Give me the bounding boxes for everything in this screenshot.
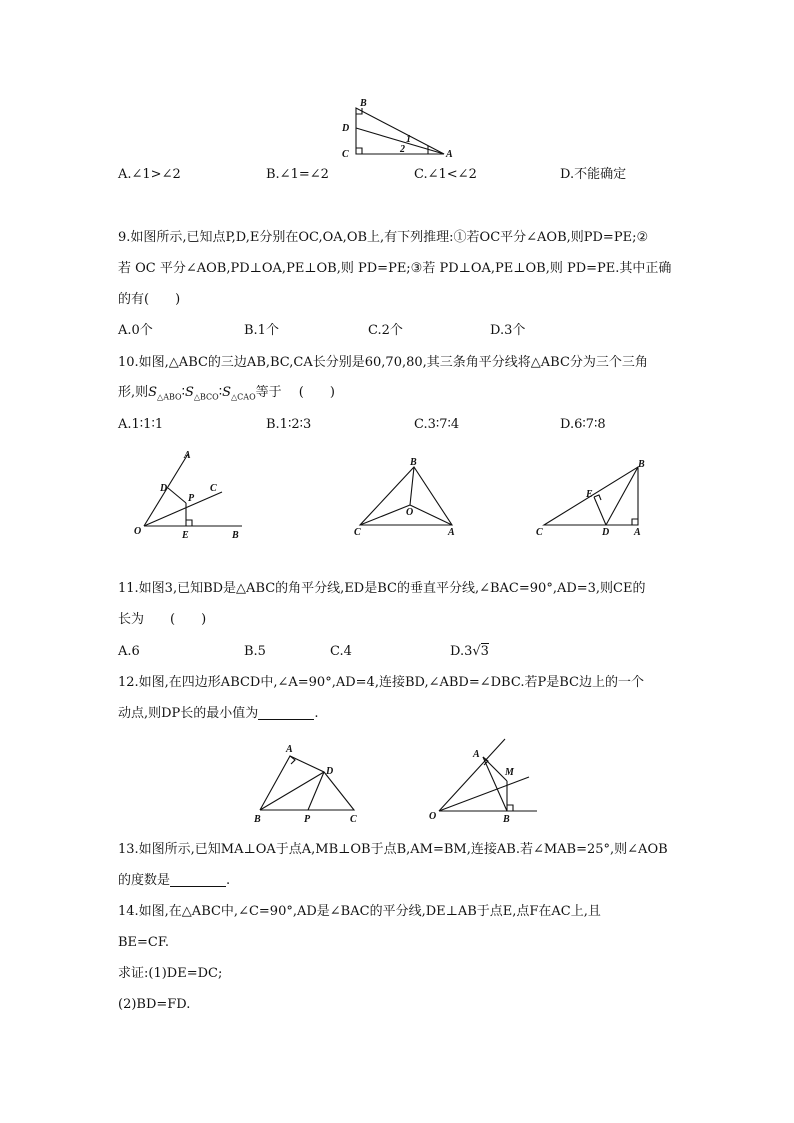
q10-s3: S bbox=[222, 385, 232, 400]
q10-suffix: 等于 ( ) bbox=[255, 385, 335, 400]
label-D: D bbox=[342, 123, 350, 134]
label-A: A bbox=[634, 527, 641, 538]
figure-incenter-triangle bbox=[350, 455, 465, 540]
label-2: 2 bbox=[400, 144, 405, 155]
q11-option-d[interactable] bbox=[450, 645, 489, 658]
figure-right-triangle-bisector bbox=[530, 455, 655, 540]
q13-line2 bbox=[118, 874, 230, 887]
label-C: C bbox=[342, 149, 349, 160]
label-B: B bbox=[638, 459, 645, 470]
q11-line1: 11.如图3,已知BD是△ABC的角平分线,ED是BC的垂直平分线,∠BAC=90°,AD=3,则CE的 bbox=[118, 581, 646, 596]
label-E: E bbox=[586, 489, 593, 500]
label-A: A bbox=[286, 744, 293, 755]
q10-option-c[interactable]: C.3∶7∶4 bbox=[414, 417, 460, 432]
label-B: B bbox=[254, 814, 261, 825]
label-D: D bbox=[326, 766, 334, 777]
q11-option-c[interactable]: C.4 bbox=[330, 644, 352, 659]
q8-option-d[interactable]: D.不能确定 bbox=[560, 167, 627, 182]
label-C: C bbox=[210, 483, 217, 494]
q8-option-a[interactable]: A.∠1>∠2 bbox=[118, 167, 181, 182]
q9-line2: 若 OC 平分∠AOB,PD⊥OA,PE⊥OB,则 PD=PE;③若 PD⊥OA,PE⊥OB,则 PD=PE.其中正确 bbox=[118, 261, 672, 276]
label-1: 1 bbox=[406, 134, 411, 145]
q10-line2 bbox=[118, 386, 335, 402]
q9-line3: 的有( ) bbox=[118, 292, 181, 307]
q10-option-b[interactable]: B.1∶2∶3 bbox=[266, 417, 312, 432]
label-A: A bbox=[473, 749, 480, 760]
label-B: B bbox=[232, 530, 239, 541]
q12-line2-end: . bbox=[314, 706, 319, 721]
q8-option-b[interactable]: B.∠1=∠2 bbox=[266, 167, 329, 182]
q12-line1: 12.如图,在四边形ABCD中,∠A=90°,AD=4,连接BD,∠ABD=∠DBC.若P是BC边上的一个 bbox=[118, 675, 644, 690]
sqrt-icon: √ bbox=[472, 644, 481, 659]
q10-sub2: △BCO bbox=[193, 392, 219, 402]
q10-sub3: △CAO bbox=[231, 392, 256, 402]
label-B: B bbox=[503, 814, 510, 825]
q10-prefix: 形,则 bbox=[118, 385, 149, 400]
q11-option-d-label: D.3 bbox=[450, 644, 473, 659]
q11-option-b[interactable]: B.5 bbox=[244, 644, 266, 659]
label-P: P bbox=[304, 814, 311, 825]
q10-option-d[interactable]: D.6∶7∶8 bbox=[560, 417, 606, 432]
label-O: O bbox=[429, 811, 437, 822]
q9-option-c[interactable]: C.2个 bbox=[368, 323, 403, 338]
label-A: A bbox=[448, 527, 455, 538]
q12-line2-text: 动点,则DP长的最小值为 bbox=[118, 706, 259, 721]
label-O: O bbox=[134, 526, 142, 537]
label-E: E bbox=[182, 530, 189, 541]
q13-line2-text: 的度数是 bbox=[118, 873, 171, 888]
figure-angle-perpendiculars bbox=[425, 735, 545, 825]
label-C: C bbox=[354, 527, 361, 538]
q13-line1: 13.如图所示,已知MA⊥OA于点A,MB⊥OB于点B,AM=BM,连接AB.若∠MAB=25°,则∠AOB bbox=[118, 842, 668, 857]
label-D: D bbox=[602, 527, 610, 538]
q10-sub1: △ABO bbox=[157, 392, 182, 402]
q9-option-d[interactable]: D.3个 bbox=[490, 323, 526, 338]
q8-option-c[interactable]: C.∠1<∠2 bbox=[414, 167, 477, 182]
q10-sep2: ∶ bbox=[218, 385, 223, 400]
label-A: A bbox=[446, 149, 453, 160]
q14-line4: (2)BD=FD. bbox=[118, 997, 191, 1012]
q9-line1: 9.如图所示,已知点P,D,E分别在OC,OA,OB上,有下列推理:①若OC平分∠AOB,则PD=PE;② bbox=[118, 230, 649, 245]
figure-quadrilateral bbox=[250, 742, 370, 827]
q12-line2 bbox=[118, 707, 318, 720]
label-C: C bbox=[536, 527, 543, 538]
q10-option-a[interactable]: A.1∶1∶1 bbox=[118, 417, 164, 432]
label-C: C bbox=[350, 814, 357, 825]
q11-option-a[interactable]: A.6 bbox=[118, 644, 140, 659]
label-A: A bbox=[184, 450, 191, 461]
label-B: B bbox=[410, 457, 417, 468]
q13-line2-end: . bbox=[226, 873, 231, 888]
q11-line2: 长为 ( ) bbox=[118, 612, 207, 627]
q14-line1: 14.如图,在△ABC中,∠C=90°,AD是∠BAC的平分线,DE⊥AB于点E,点F在AC上,且 bbox=[118, 904, 601, 919]
q10-s1: S bbox=[148, 385, 158, 400]
q9-option-a[interactable]: A.0个 bbox=[118, 323, 153, 338]
q14-line3: 求证:(1)DE=DC; bbox=[118, 966, 223, 981]
label-O: O bbox=[406, 507, 414, 518]
q13-answer-blank[interactable] bbox=[170, 874, 226, 887]
q10-line1: 10.如图,△ABC的三边AB,BC,CA长分别是60,70,80,其三条角平分线将△ABC分为三个三角 bbox=[118, 355, 648, 370]
q10-s2: S bbox=[184, 385, 194, 400]
q14-line2: BE=CF. bbox=[118, 935, 170, 950]
q12-answer-blank[interactable] bbox=[258, 707, 314, 720]
label-P: P bbox=[188, 493, 195, 504]
q11-sqrt-radicand: 3 bbox=[480, 644, 489, 659]
label-B: B bbox=[360, 98, 367, 109]
q9-option-b[interactable]: B.1个 bbox=[244, 323, 279, 338]
label-D: D bbox=[160, 483, 168, 494]
figure-angle-bisector bbox=[130, 448, 250, 543]
label-M: M bbox=[505, 767, 514, 778]
q8-figure bbox=[336, 94, 466, 164]
q10-sep1: ∶ bbox=[181, 385, 185, 400]
